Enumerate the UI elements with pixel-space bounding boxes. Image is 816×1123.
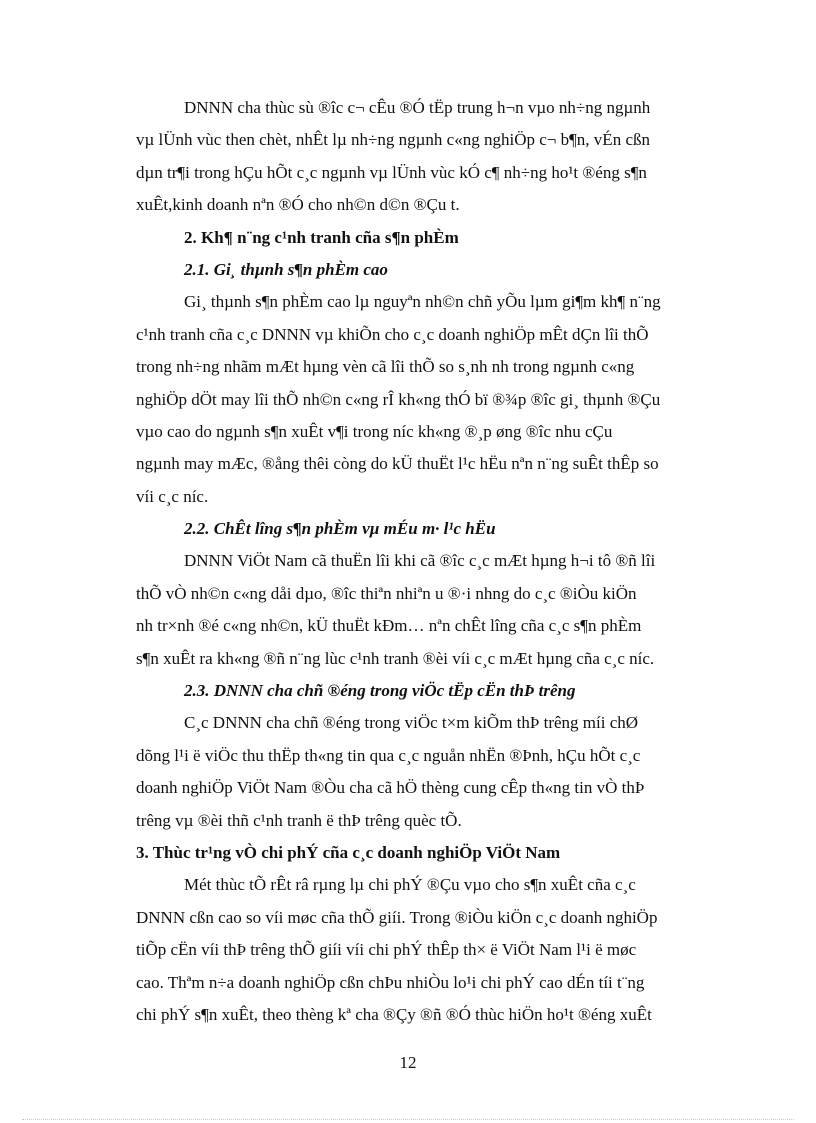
page-bottom-divider xyxy=(22,1119,794,1120)
paragraph-line: DNNN cha thùc sù ®îc c¬ cÊu ®Ó tËp trung h¬n vµo nh÷ng ngµnh xyxy=(184,98,651,117)
subsection-heading: 2.3. DNNN cha chñ ®éng trong viÖc tËp cËn thÞ trêng xyxy=(184,681,576,701)
paragraph-line: cao. Thªm n÷a doanh nghiÖp cßn chÞu nhiÒu lo¹i chi phÝ cao dÉn tíi t¨ng xyxy=(136,972,645,992)
paragraph-line: Gi¸ thµnh s¶n phÈm cao lµ nguyªn nh©n chñ yÕu lµm gi¶m kh¶ n¨ng xyxy=(184,292,661,312)
page-number: 12 xyxy=(399,1053,417,1072)
subsection-heading: 2.1. Gi¸ thµnh s¶n phÈm cao xyxy=(184,259,388,279)
paragraph-line: tiÕp cËn víi thÞ trêng thÕ giíi víi chi phÝ thÊp th× ë ViÖt Nam l¹i ë møc xyxy=(136,940,637,960)
paragraph-line: vµ lÜnh vùc then chèt, nhÊt lµ nh÷ng ngµnh c«ng nghiÖp c¬ b¶n, vÉn cßn xyxy=(136,130,650,150)
paragraph-line: trong nh÷ng nhãm mÆt hµng vèn cã lîi thÕ so s¸nh nh trong ngµnh c«ng xyxy=(136,357,635,377)
paragraph-line: DNNN ViÖt Nam cã thuËn lîi khi cã ®îc c¸c mÆt hµng h¬i tô ®ñ lîi xyxy=(184,551,656,571)
paragraph-line: dµn tr¶i trong hÇu hÕt c¸c ngµnh vµ lÜnh vùc kÓ c¶ nh÷ng ho¹t ®éng s¶n xyxy=(136,162,647,182)
body-text xyxy=(136,92,740,1031)
paragraph-line: trêng vµ ®èi thñ c¹nh tranh ë thÞ trêng quèc tÕ. xyxy=(136,810,462,830)
paragraph-line: thÕ vÒ nh©n c«ng dåi dµo, ®îc thiªn nhiªn u ®·i nhng do c¸c ®iÒu kiÖn xyxy=(136,583,637,603)
paragraph-line: dõng l¹i ë viÖc thu thËp th«ng tin qua c¸c nguån nhËn ®Þnh, hÇu hÕt c¸c xyxy=(136,745,641,765)
paragraph-line: ngµnh may mÆc, ®ång thêi còng do kÜ thuËt l¹c hËu nªn n¨ng suÊt thÊp so xyxy=(136,454,659,474)
paragraph-line: Mét thùc tÕ rÊt râ rµng lµ chi phÝ ®Çu vµo cho s¶n xuÊt cña c¸c xyxy=(184,875,636,895)
section-heading: 3. Thùc tr¹ng vÒ chi phÝ cña c¸c doanh nghiÖp ViÖt Nam xyxy=(136,842,561,862)
paragraph-line: vµo cao do ngµnh s¶n xuÊt v¶i trong níc kh«ng ®¸p øng ®îc nhu cÇu xyxy=(136,421,613,441)
section-heading: 2. Kh¶ n¨ng c¹nh tranh cña s¶n phÈm xyxy=(184,227,459,247)
paragraph-line: C¸c DNNN cha chñ ®éng trong viÖc t×m kiÕm thÞ trêng míi chØ xyxy=(184,713,639,733)
paragraph-line: doanh nghiÖp ViÖt Nam ®Òu cha cã hÖ thèng cung cÊp th«ng tin vÒ thÞ xyxy=(136,778,645,798)
paragraph-line: nghiÖp dÖt may lîi thÕ nh©n c«ng rÎ kh«ng thÓ bï ®¾p ®îc gi¸ thµnh ®Çu xyxy=(136,389,661,409)
paragraph-line: víi c¸c níc. xyxy=(136,486,209,506)
paragraph-line: DNNN cßn cao so víi møc cña thÕ giíi. Trong ®iÒu kiÖn c¸c doanh nghiÖp xyxy=(136,907,658,927)
paragraph-line: xuÊt,kinh doanh nªn ®Ó cho nh©n d©n ®Çu t. xyxy=(136,195,460,215)
paragraph-line: nh tr×nh ®é c«ng nh©n, kÜ thuËt kÐm… nªn chÊt lîng cña c¸c s¶n phÈm xyxy=(136,616,642,636)
subsection-heading: 2.2. ChÊt lîng s¶n phÈm vµ mÉu m· l¹c hËu xyxy=(184,519,496,539)
paragraph-line: chi phÝ s¶n xuÊt, theo thèng kª cha ®Çy ®ñ ®Ó thùc hiÖn ho¹t ®éng xuÊt xyxy=(136,1004,652,1024)
paragraph-line: s¶n xuÊt ra kh«ng ®ñ n¨ng lùc c¹nh tranh ®èi víi c¸c mÆt hµng cña c¸c níc. xyxy=(136,648,655,668)
paragraph-line: c¹nh tranh cña c¸c DNNN vµ khiÕn cho c¸c doanh nghiÖp mÊt dÇn lîi thÕ xyxy=(136,324,649,344)
